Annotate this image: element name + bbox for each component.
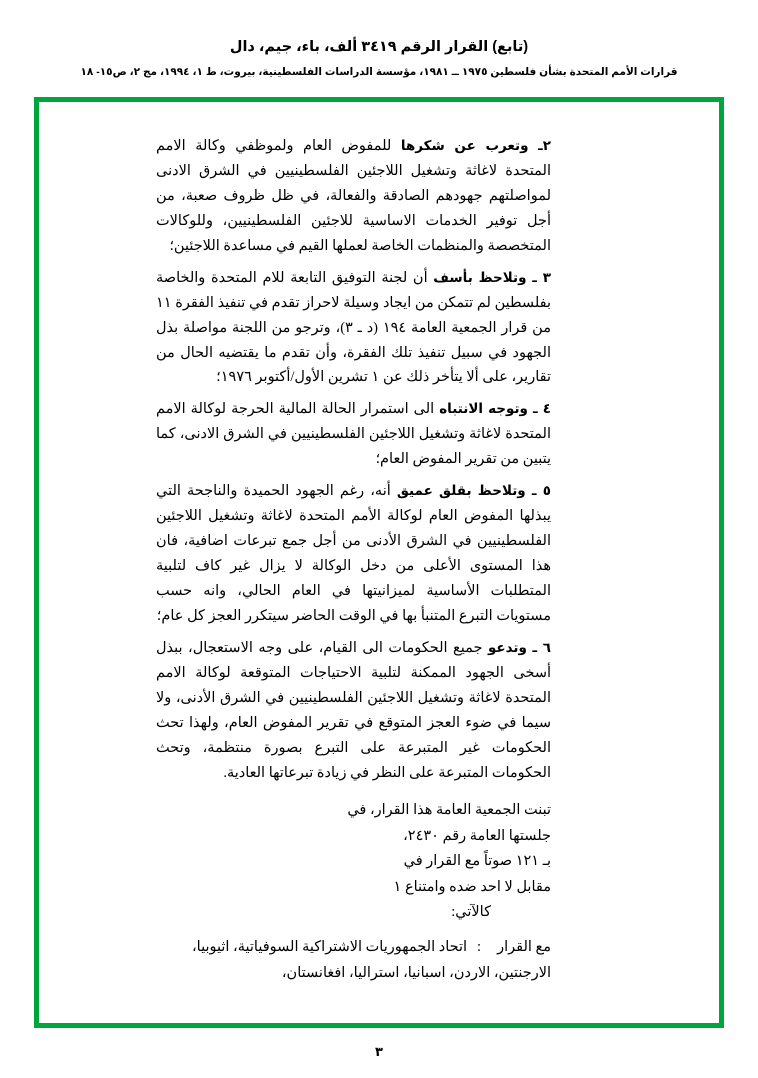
- adoption-line-3: بـ ١٢١ صوتاً مع القرار في: [403, 853, 551, 870]
- adoption-line-1: تبنت الجمعية العامة هذا القرار، في: [347, 802, 551, 819]
- paragraph-5-text: أنه، رغم الجهود الحميدة والناجحة التي يبذلها المفوض العام لوكالة الأمم المتحدة لاغاثة وتشغيل اللاجئين الفلسطينيين في الشرق الأدنى من أجل جمع تبرعات اضافية، فان هذا المستوى الأعلى من دخل الوكالة لا يزال غير كاف لتلبية المتطلبات الأساسية لميزانيتها في العام الحالي، وانه حسب مستويات التبرع المتنبأ بها في الوقت الحاضر سيتكرر العجز كل عام؛: [156, 483, 551, 624]
- paragraph-6-lead: ٦ ـ وتدعو: [487, 639, 552, 655]
- votes-in-favour-row: [156, 935, 551, 960]
- adoption-line-5: كالآتي:: [451, 903, 491, 920]
- paragraph-3: [156, 266, 551, 391]
- paragraph-3-lead: ٣ ـ وتلاحظ بأسف: [433, 269, 551, 285]
- paragraph-6-text: جميع الحكومات الى القيام، على وجه الاستعجال، ببذل أسخى الجهود الممكنة لتلبية الاحتياجات المتوقعة لوكالة الامم المتحدة لاغاثة وتشغيل اللاجئين الفلسطينيين في الشرق الأدنى، ولا سيما في ضوء العجز المتوقع في تقرير المفوض العام، ولهذا تحث الحكومات غير المتبرعة على التبرع بصورة منتظمة، وتحث الحكومات المتبرعة على النظر في زيادة تبرعاتها العادية.: [156, 639, 551, 781]
- adoption-line-4: مقابل لا احد ضده وامتناع ١: [393, 878, 551, 895]
- header-title: (تابع) القرار الرقم ٣٤١٩ ألف، باء، جيم، دال: [229, 39, 529, 55]
- document-body: [156, 134, 551, 986]
- paragraph-5: [156, 479, 551, 629]
- votes-in-favour-label: مع القرار: [497, 939, 551, 956]
- paragraph-5-lead: ٥ ـ وتلاحظ بقلق عميق: [396, 483, 551, 499]
- header-subtitle: قرارات الأمم المتحدة بشأن فلسطين ١٩٧٥ ــ ١٩٨١، مؤسسة الدراسات الفلسطينية، بيروت، ط ١، ١٩٩٤، مج ٢، ص١٥- ١٨: [80, 65, 678, 78]
- page-number: ٣: [375, 1044, 383, 1059]
- content-frame: [34, 97, 724, 1028]
- adoption-note: [156, 798, 551, 925]
- paragraph-2-text: للمفوض العام ولموظفي وكالة الامم المتحدة لاغاثة وتشغيل اللاجئين الفلسطينيين في الشرق الادنى لمواصلتهم جهودهم الصادقة والفعالة، في ظل ظروف صعبة، من أجل توفير الخدمات الاساسية للاجئين الفلسطينيين، وللوكالات المتخصصة والمنظمات الخاصة لعملها القيم في مساعدة اللاجئين؛: [156, 138, 551, 254]
- paragraph-2-lead: ٢ـ وتعرب عن شكرها: [400, 138, 551, 153]
- votes-in-favour-names-2: الارجنتين، الاردن، اسبانيا، استراليا، افغانستان،: [281, 964, 551, 981]
- votes-in-favour-names-1: اتحاد الجمهوريات الاشتراكية السوفياتية، اثيوبيا،: [191, 939, 468, 956]
- paragraph-4-lead: ٤ ـ وتوجه الانتباه: [439, 401, 551, 417]
- paragraph-6: [156, 636, 551, 786]
- paragraph-2: [156, 134, 551, 259]
- adoption-line-2: جلستها العامة رقم ٢٤٣٠،: [403, 827, 551, 844]
- paragraph-4-text: الى استمرار الحالة المالية الحرجة لوكالة الامم المتحدة لاغاثة وتشغيل اللاجئين الفلسطينيين في الشرق الادنى، كما يتبين من تقرير المفوض العام؛: [156, 401, 551, 468]
- votes-in-favour-colon: :: [477, 939, 482, 956]
- page-header: [0, 0, 758, 79]
- paragraph-4: [156, 397, 551, 472]
- paragraph-3-text: أن لجنة التوفيق التابعة للام المتحدة والخاصة بفلسطين لم تتمكن من ايجاد وسيلة لاحراز تقدم في تنفيذ الفقرة ١١ من قرار الجمعية العامة ١٩٤ (د ـ ٣)، وترجو من اللجنة مواصلة بذل الجهود في سبيل تنفيذ تلك الفقرة، وأن تقدم ما يقتضيه الحال من تقارير، على ألا يتأخر ذلك عن ١ تشرين الأول/أكتوبر ١٩٧٦؛: [156, 269, 551, 386]
- votes-in-favour-block: [156, 935, 551, 986]
